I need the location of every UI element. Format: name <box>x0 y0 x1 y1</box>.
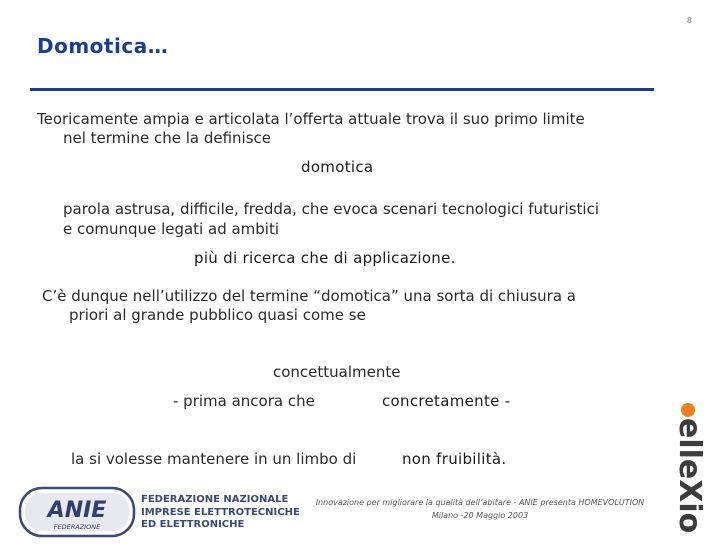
paragraph1-line2: nel termine che la definisce <box>63 129 272 147</box>
footer-line1: Innovazione per migliorare la qualità dell’abitare - ANIE presenta HOMEVOLUTION <box>315 498 645 507</box>
anie-logo-subtext: FEDERAZIONE <box>53 523 101 531</box>
prima-text: - prima ancora che <box>173 392 315 410</box>
paragraph2-line1: parola astrusa, difficile, fredda, che evoca scenari tecnologici futuristici <box>63 200 599 218</box>
concrete-text: concretamente - <box>382 392 511 410</box>
footer <box>300 496 660 522</box>
paragraph2-line2: e comunque legati ad ambiti <box>63 220 280 238</box>
emphasis-ricerca: più di ricerca che di applicazione. <box>194 249 456 267</box>
federation-line1: FEDERAZIONE NAZIONALE <box>141 494 289 505</box>
keyword-domotica: domotica <box>301 158 374 176</box>
federation-line3: ED ELETTRONICHE <box>141 519 245 530</box>
federation-line2: IMPRESE ELETTROTECNICHE <box>141 506 300 518</box>
title-underline <box>30 88 654 91</box>
paragraph3-line2: priori al grande pubblico quasi come se <box>69 306 366 324</box>
slide-title: Domotica… <box>37 34 169 58</box>
paragraph1-line1: Teoricamente ampia e articolata l’offerta attuale trova il suo primo limite <box>37 110 585 128</box>
non-fruibile-text: non fruibilità. <box>402 450 507 468</box>
concept-text: concettualmente <box>273 363 401 381</box>
ellexio-logo-text: elleXio <box>672 418 707 534</box>
anie-logo <box>18 486 136 542</box>
ellexio-logo <box>666 400 716 540</box>
page-number: 8 <box>686 16 692 25</box>
footer-line2: Milano -20 Maggio 2003 <box>431 511 529 520</box>
federation-name <box>141 494 300 532</box>
anie-logo-text: ANIE <box>47 498 107 523</box>
limbo-text: la si volesse mantenere in un limbo di <box>71 450 357 468</box>
paragraph3-line1: C’è dunque nell’utilizzo del termine “domotica” una sorta di chiusura a <box>42 287 576 305</box>
